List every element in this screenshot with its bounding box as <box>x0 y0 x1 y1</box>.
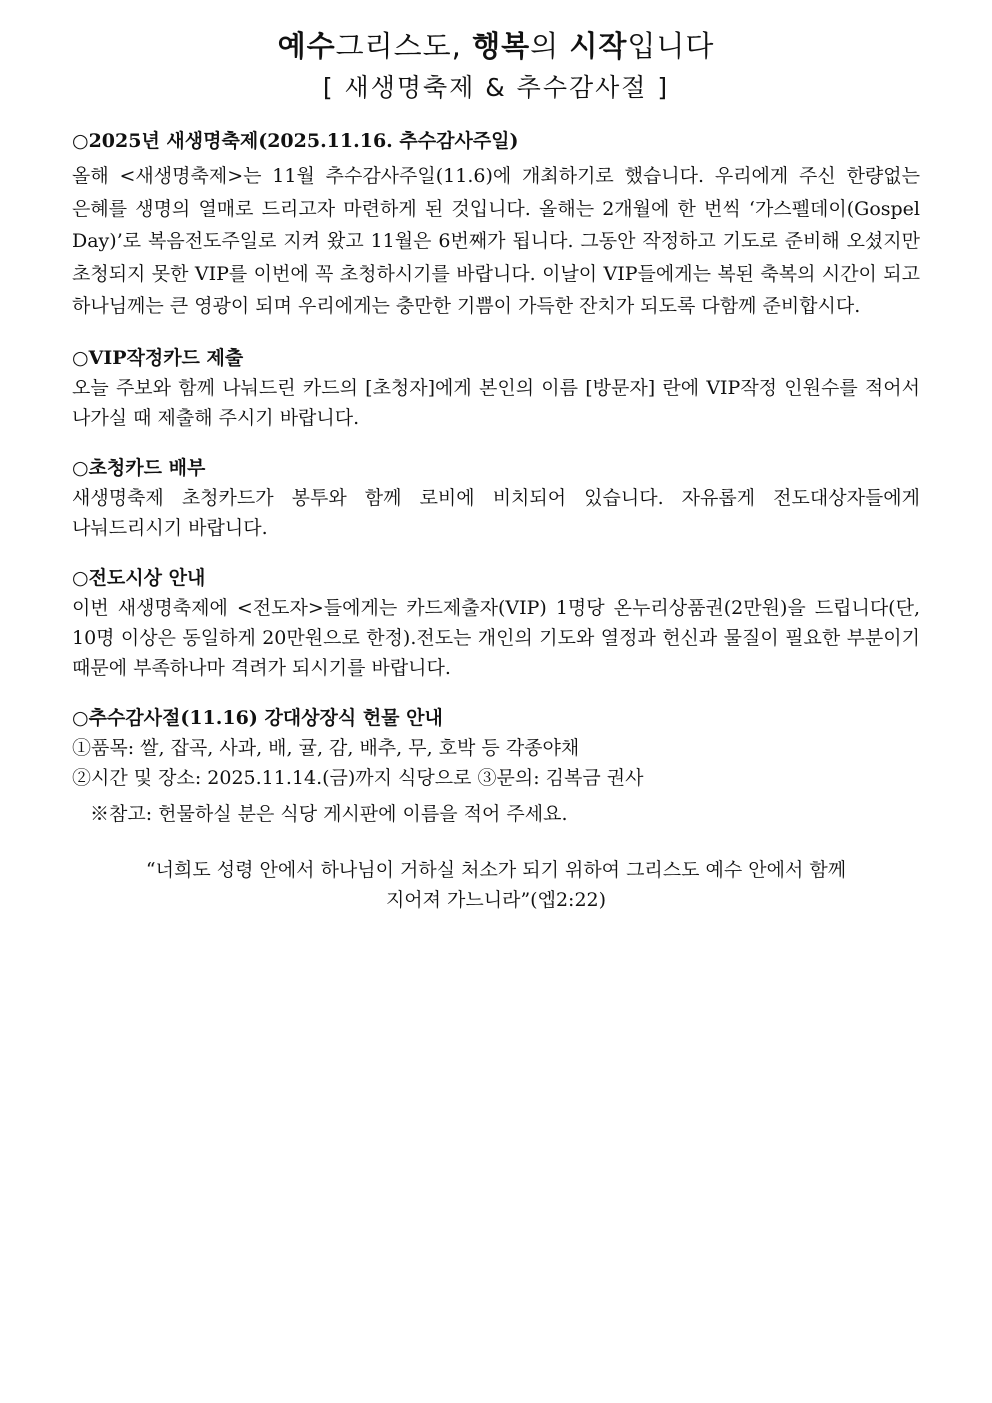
title-part-jesus: 예수 <box>277 29 336 63</box>
reference-note: ※참고: 헌물하실 분은 식당 게시판에 이름을 적어 주세요. <box>90 802 568 825</box>
section-heading: ○2025년 새생명축제(2025.11.16. 추수감사주일) <box>72 130 519 152</box>
section-body: 새생명축제 초청카드가 봉투와 함께 로비에 비치되어 있습니다. 자유롭게 전도대상자들에게 나눠드리시기 바랍니다. <box>72 486 920 539</box>
section-vip-card <box>72 343 920 433</box>
section-heading: ○초청카드 배부 <box>72 456 206 479</box>
section-body: 이번 새생명축제에 <전도자>들에게는 카드제출자(VIP) 1명당 온누리상품권(2만원)을 드립니다(단, 10명 이상은 동일하게 20만원으로 한정).전도는 개인의 기도와 열정과 헌신과 물질이 필요한 부분이기 때문에 부족하나마 격려가 되시기를 바랍니다. <box>72 596 920 679</box>
verse-line: 지어져 가느니라”(엡2:22) <box>385 888 607 911</box>
section-body: 올해 <새생명축제>는 11월 추수감사주일(11.6)에 개최하기로 했습니다. 우리에게 주신 한량없는 은혜를 생명의 열매로 드리고자 마련하게 된 것입니다. 올해는 2개월에 한 번씩 ‘가스펠데이(Gospel Day)’로 복음전도주일로 지켜 왔고 11월은 6번째가 됩니다. 그동안 작정하고 기도로 준비해 오셨지만 초청되지 못한 VIP를 이번에 꼭 초청하시기를 바랍니다. 이날이 VIP들에게는 복된 축복의 시간이 되고 하나님께는 큰 영광이 되며 우리에게는 충만한 기쁨이 가득한 잔치가 되도록 다함께 준비합시다. <box>72 165 920 317</box>
page-subtitle: [ 새생명축제 & 추수감사절 ] <box>322 73 670 102</box>
title-part-of: 의 <box>530 29 570 63</box>
section-evangelism-award <box>72 563 920 683</box>
verse-line: “너희도 성령 안에서 하나님이 거하실 처소가 되기 위하여 그리스도 예수 안에서 함께 <box>145 858 847 881</box>
title-part-beginning: 시작 <box>569 29 628 63</box>
title-part-is: 입니다 <box>627 29 715 63</box>
section-heading: ○추수감사절(11.16) 강대상장식 헌물 안내 <box>72 706 443 729</box>
list-item: ①품목: 쌀, 잡곡, 사과, 배, 귤, 감, 배추, 무, 호박 등 각종야채 <box>72 736 580 759</box>
section-heading: ○VIP작정카드 제출 <box>72 346 244 369</box>
list-item: ②시간 및 장소: 2025.11.14.(금)까지 식당으로 ③문의: 김복금 권사 <box>72 766 644 789</box>
section-festival <box>72 126 920 323</box>
title-part-christ: 그리스도, <box>335 29 473 63</box>
section-thanksgiving-offering <box>72 703 920 829</box>
section-body: 오늘 주보와 함께 나눠드린 카드의 [초청자]에게 본인의 이름 [방문자] 란에 VIP작정 인원수를 적어서 나가실 때 제출해 주시기 바랍니다. <box>72 376 920 429</box>
section-invitation-card <box>72 453 920 543</box>
scripture-verse <box>72 855 920 915</box>
page-title <box>72 26 920 66</box>
title-part-happiness: 행복 <box>472 29 531 63</box>
section-heading: ○전도시상 안내 <box>72 566 206 589</box>
